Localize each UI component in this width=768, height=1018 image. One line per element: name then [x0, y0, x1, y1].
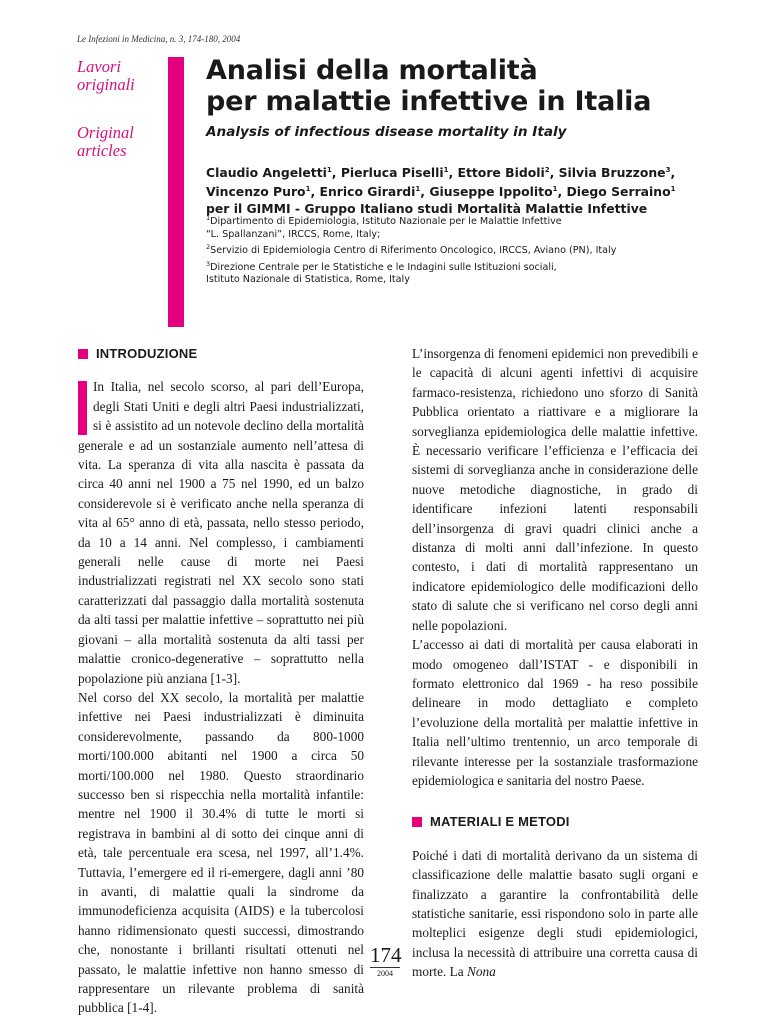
author-list: [206, 162, 746, 217]
author-group: per il GIMMI - Gruppo Italiano studi Mortalità Malattie Infettive: [206, 201, 648, 217]
author: Ettore Bidoli: [457, 165, 545, 181]
affiliation-1-cont: “L. Spallanzani”, IRCCS, Rome, Italy;: [206, 228, 381, 240]
page-number: 174: [370, 943, 402, 967]
intro-paragraph-3: L’insorgenza di fenomeni epidemici non prevedibili e le capacità di alcuni agenti infettivi di acquisire farmaco-resistenza, richiedono uno sforzo di Sanità Pubblica orientato a riattivare e a migliorare la sorveglianza epidemiologica delle malattie infettive. È necessario verificare l’efficienza e l’efficacia dei sistemi di sorveglianza anche in considerazione delle nuove metodiche diagnostiche, in grado di identificare infezioni latenti responsabili dell’insorgenza di gravi quadri clinici anche a distanza di molti anni dall’infezione. In questo contesto, i dati di mortalità rappresentano un indicatore epidemiologico delle modificazioni dello stato di salute che si verificano nel corso degli anni nelle popolazioni.: [412, 346, 698, 633]
author: Silvia Bruzzone: [558, 165, 666, 181]
author: Giuseppe Ippolito: [429, 184, 553, 200]
author-sup: 3: [665, 166, 671, 174]
author-sup: 1: [670, 185, 676, 194]
section-heading-introduction: INTRODUZIONE: [78, 344, 364, 363]
title-line-2: per malattie infettive in Italia: [206, 86, 652, 117]
left-column: [78, 344, 364, 1018]
intro-paragraph-1: In Italia, nel secolo scorso, al pari dell’Europa, degli Stati Uniti e degli altri Paesi industrializzati, si è assistito ad un notevole declino della mortalità generale e ad un sostanziale aumento nell’attesa di vita. La speranza di vita alla nascita è passata da circa 40 anni nel 1900 a 75 nel 1990, ed un balzo considerevole si è verificato anche nella speranza di vita al 65° anno di età, passata, nello stesso periodo, da 10 a 14 anni. Nel complesso, i cambiamenti generali nelle cause di morte nei Paesi industrializzati registrati nel XX secolo sono stati caratterizzati dal passaggio dalla mortalità sostenuta da alti tassi per malattie infettive – soprattutto nei più giovani – alla mortalità sostenuta da alti tassi per malattie cronico-degenerative – soprattutto nella popolazione più anziana [1-3].: [78, 379, 364, 686]
label-italian: Lavori originali: [77, 57, 135, 94]
methods-paragraph-1: Poiché i dati di mortalità derivano da un sistema di classificazione delle malattie basato sugli organi e finalizzato a garantire la confrontabilità delle statistiche sanitarie, essi rispondono solo in parte alle molteplici esigenze degli studi epidemiologici, inclusa la necessità di attribuire una corretta causa di morte. La Nona: [412, 847, 698, 980]
affiliation-2: $^2$Servizio di Epidemiologia Centro di Riferimento Oncologico, IRCCS, Aviano (PN), Italy: [206, 243, 617, 257]
author-sup: 2: [544, 166, 550, 174]
author-sup: 1: [443, 166, 449, 174]
drop-cap-bar: [78, 381, 87, 435]
affiliation-1: $^1$Dipartimento di Epidemiologia, Istituto Nazionale per le Malattie Infettive: [206, 214, 562, 228]
article-title: [206, 55, 746, 117]
affiliation-3-cont: Istituto Nazionale di Statistica, Rome, Italy: [206, 274, 410, 286]
author: Pierluca Piselli: [340, 165, 444, 181]
accent-bar: [168, 57, 184, 327]
author: Vincenzo Puro: [206, 184, 306, 200]
author: Claudio Angeletti: [206, 165, 327, 181]
author-sup: 1: [552, 185, 558, 194]
section-heading-methods: MATERIALI E METODI: [412, 812, 698, 831]
label-english: Original articles: [77, 123, 134, 160]
square-bullet-icon: [412, 817, 422, 827]
intro-paragraph-4: L’accesso ai dati di mortalità per causa elaborati in modo omogeneo dall’ISTAT - e disponibili in formato elettronico dal 1969 - ha reso possibile delineare in modo dettagliato e completo l’evoluzione della mortalità per malattie infettive in Italia nell’ultimo trentennio, un arco temporale di rilevante interesse per la sostanziale trasformazione epidemiologica e sanitaria del nostro Paese.: [412, 637, 698, 788]
article-type-labels: [77, 58, 167, 160]
affiliation-3: $^3$Direzione Centrale per le Statistiche e le Indagini sulle Istituzioni sociali,: [206, 259, 557, 273]
author-sup: 1: [305, 185, 311, 194]
author: Diego Serraino: [566, 184, 671, 200]
author: Enrico Girardi: [319, 184, 416, 200]
author-sup: 1: [326, 166, 332, 174]
square-bullet-icon: [78, 349, 88, 359]
page-year: 2004: [370, 967, 400, 978]
journal-citation: Le Infezioni in Medicina, n. 3, 174-180, 2004: [77, 34, 241, 44]
affiliations: [206, 212, 751, 287]
authors-line-1: Claudio Angeletti$^1$, Pierluca Piselli$^1$, Ettore Bidoli$^2$, Silvia Bruzzone$^3$,: [206, 165, 676, 181]
title-line-1: Analisi della mortalità: [206, 55, 538, 86]
authors-line-2: Vincenzo Puro$^1$, Enrico Girardi$^1$, Giuseppe Ippolito$^1$, Diego Serraino$^1$: [206, 184, 676, 200]
right-column: [412, 344, 698, 982]
article-subtitle: Analysis of infectious disease mortality in Italy: [206, 124, 567, 140]
intro-paragraph-2: Nel corso del XX secolo, la mortalità per malattie infettive nei Paesi industrializzati è diminuita considerevolmente, passando da 800-1000 morti/100.000 abitanti nel 1900 a circa 50 morti/100.000 nel 1980. Questo straordinario successo ben si rispecchia nella mortalità infantile: mentre nel 1900 il 30.4% di tutte le morti si registrava in bambini al di sotto dei cinque anni di età, tale percentuale era scesa, nel 1997, all’1.4%. Tuttavia, l’emergere ed il ri-emergere, dagli anni ’80 in avanti, di malattie quali la sindrome da immunodeficienza acquisita (AIDS) e la tubercolosi hanno ridimensionato questi successi, dimostrando che, nonostante i brillanti risultati ottenuti nel passato, le malattie infettive non hanno smesso di rappresentare un rilevante problema di sanità pubblica [1-4].: [78, 689, 364, 1016]
author-sup: 1: [415, 185, 421, 194]
